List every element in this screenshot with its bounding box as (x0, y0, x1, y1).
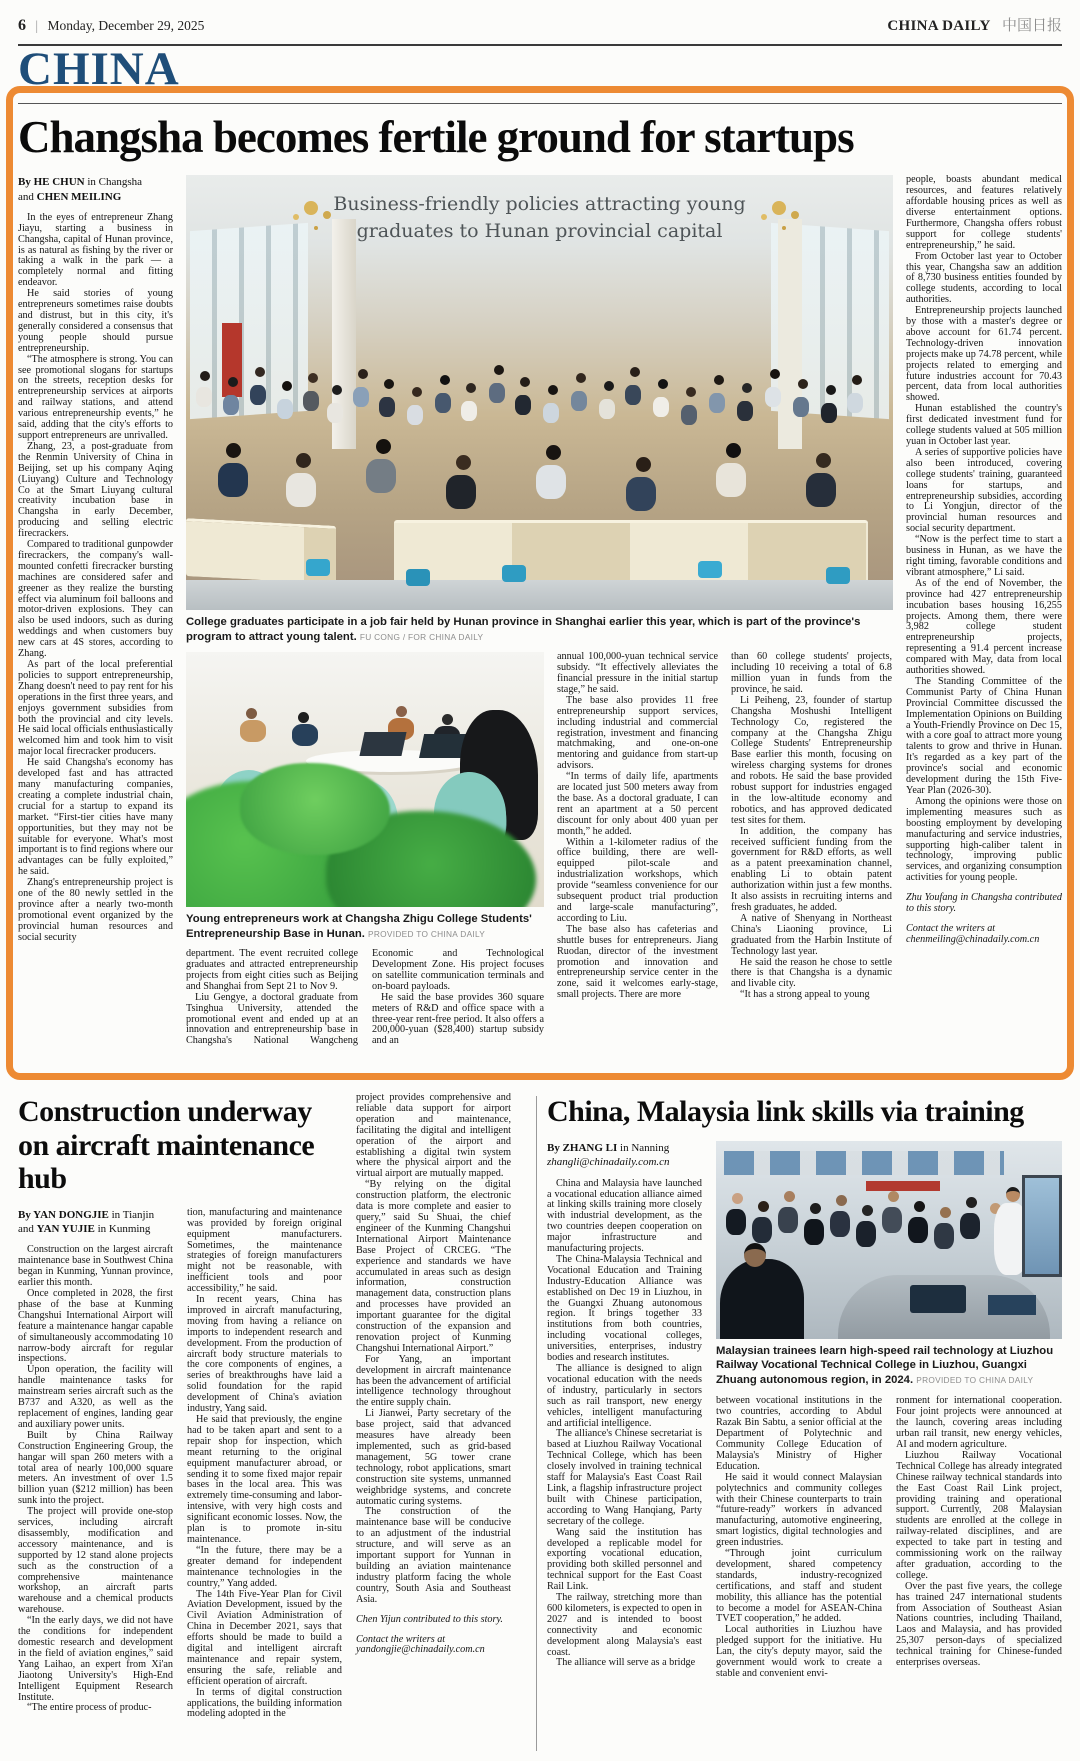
main-headline: Changsha becomes fertile ground for startups (18, 112, 854, 162)
photo2-laptops (359, 732, 406, 756)
byline-author: By ZHANG LI (547, 1142, 618, 1154)
aircraft-column-1 (18, 1208, 173, 1721)
aircraft-col1-text: Construction on the largest aircraft maintenance base in Southwest China began in Kunming, Yunnan province, earlier this month. Once completed in 2028, the first phase of the base at Kunming Changshui International Airport will feature a maintenance hangar capable of simultaneously accommodating 10 narrow-body aircraft for regular inspections. Upon operation, the facility will handle maintenance tasks for mainstream series aircraft such as the B737 and A320, as well as the replacement of engines, landing gear and auxiliary power units. Built by China Railway Construction Engineering Group, the hangar will span 260 meters with a total area of nearly 100,000 square meters. An investment of over 1.5 billion yuan ($212 million) has been sunk into the project. The project will provide one-stop services, including aircraft disassembly, modification and accessory maintenance, and is supported by 12 stand alone projects such as the construction of a comprehensive maintenance workshop, an aircraft parts warehouse and a chemical products warehouse. “In the early days, we did not have the conditions for independent domestic research and development in the field of aviation engines,” said Yang Laihao, an expert from Xi'an Jiaotong University's High-End Intelligent Equipment Research Institute. “The entire process of produc- (18, 1244, 173, 1714)
photo-crowd-torsos (196, 387, 212, 407)
byline-location: in Nanning (617, 1142, 670, 1154)
photo-front-heads (226, 443, 241, 458)
photo-credit: FU CONG / FOR CHINA DAILY (359, 631, 484, 642)
photo3-wall-screens (724, 1151, 1004, 1175)
main-column-5: than 60 college students' projects, including 10 receiving a total of 6.8 million yuan in funds from the province, he said. Li Peiheng, 23, founder of startup Changsha Moshushi Intelligent Technology Co, registered the company at the Changsha Zhigu College Students' Entrepreneurship Base earlier this month, focusing on wireless charging systems for drones and robots. He said the base provided robust support for industries engaged in the low-altitude economy and robotics, and has approved dedicated test sites for them. In addition, the company has received sufficient funding from the government for R&D efforts, as well as a patent preexamination channel, enabling Li to obtain patent authorization within just a few months. It also assists in recruiting interns and fresh graduates, he added. A native of Shenyang in Northeast China's Liaoning province, Li graduated from the Harbin Institute of Technology last year. He said the reason he chose to settle there is that Changsha is a dynamic and livable city. “It has a strong appeal to young (731, 651, 892, 1001)
main-column-6 (906, 175, 1062, 1075)
photo-front-torsos (218, 463, 248, 497)
photo3-instructor-head (1006, 1187, 1020, 1202)
byline-author2: CHEN MEILING (36, 190, 122, 203)
photo-windows-right (771, 223, 889, 419)
photo3-foreground-trainee (720, 1259, 804, 1339)
aircraft-columns (18, 1208, 342, 1721)
masthead: CHINA DAILY (887, 18, 991, 34)
byline-location1: in Changsha (84, 176, 143, 189)
byline-author1: By HE CHUN (18, 176, 85, 189)
photo-blue-stools (306, 559, 330, 576)
malaysia-lower-columns (716, 1396, 1062, 1680)
article-aircraft-hub (18, 1093, 519, 1753)
header-left (18, 17, 204, 35)
section-rule (18, 103, 1062, 104)
contact-label: Contact the writers at (906, 922, 996, 934)
article-malaysia-training (547, 1093, 1062, 1753)
header-separator: | (35, 18, 39, 33)
photo3-foreground-head (744, 1243, 766, 1267)
byline-author1: By YAN DONGJIE (18, 1208, 109, 1221)
contact-note (906, 924, 1062, 946)
rail-training-caption (716, 1344, 1062, 1387)
caption-text: College graduates participate in a job fair held by Hunan province in Shanghai earlier this year, which is part of the province's program to attract young talent. (186, 616, 861, 643)
main-sub-row (186, 652, 893, 1047)
aircraft-byline (18, 1208, 173, 1237)
contact-email: yandongjie@chinadaily.com.cn (356, 1644, 485, 1656)
aircraft-contributor-note: Chen Yijun contributed to this story. (356, 1613, 503, 1625)
photo-credit: PROVIDED TO CHINA DAILY (916, 1374, 1034, 1385)
photo3-trainee-heads (732, 1193, 743, 1204)
contact-label: Contact the writers at (356, 1633, 446, 1645)
main-center-area (186, 175, 893, 1075)
malaysia-headline: China, Malaysia link skills via training (547, 1095, 1024, 1128)
byline-author2: YAN YUJIE (36, 1223, 95, 1236)
photo3-console-screens (910, 1285, 966, 1313)
photo3-side-display (1022, 1175, 1062, 1277)
malaysia-photo-area (716, 1141, 1062, 1680)
bottom-articles (18, 1093, 1062, 1753)
page-number: 6 (18, 17, 26, 34)
masthead-chinese: 中国日报 (1001, 18, 1062, 34)
byline-location2: in Kunming (94, 1223, 151, 1236)
byline-email: zhangli@chinadaily.com.cn (547, 1156, 670, 1169)
aircraft-column-3 (356, 1093, 511, 1753)
malaysia-col1-text: China and Malaysia have launched a vocational education alliance aimed at linking skills training more closely with industrial development, as the two countries deepen cooperation on major infrastructure and manufacturing projects. The China-Malaysia Technical and Vocational Education and Training Industry-Education Alliance was established on Dec 19 in Liuzhou, in the Guangxi Zhuang autonomous region. It brings together 33 institutions from both countries, including vocational colleges, universities, enterprises, industry bodies and research institutes. The alliance is designed to align vocational education with the needs of industry, particularly in sectors such as rail transport, new energy vehicles, intelligent manufacturing and artificial intelligence. The alliance's Chinese secretariat is based at Liuzhou Railway Vocational Technical College, which has been closely involved in training technical staff for Malaysia's East Coast Rail Link, a flagship infrastructure project built with Chinese participation, according to Wang Hanqiang, Party secretary of the college. Wang said the institution has developed a replicable model for exporting vocational education, providing both skilled personnel and technical support for the East Coast Rail Link. The railway, stretching more than 600 kilometers, is expected to open in 2027 and is intended to boost connectivity and economic development along Malaysia's east coast. The alliance will serve as a bridge (547, 1177, 702, 1669)
byline-location1: in Tianjin (108, 1208, 155, 1221)
aircraft-col3-text: project provides comprehensive and reliable data support for airport operation and maintenance, facilitating the digital and intelligent operation of the airport and establishing a digital twin system where the physical airport and the virtual airport are mutually mapped. “By relying on the digital construction platform, the electronic data is more complete and easier to query,” said Su Shuai, the chief engineer of the Kunming Changshui International Airport Maintenance Base Project of CRCEG. “The experience and standards we have accumulated in areas such as design information, construction management data, construction plans and processes have provided an important guarantee for the digital construction of the expansion and renovation project of Kunming Changshui International Airport.” For Yang, an important development in aircraft maintenance has been the advancement of artificial intelligence technology throughout the entire supply chain. Li Jianwei, Party secretary of the base project, said that advanced measures have already been implemented, such as grid-based management, 5G tower crane technology, robot applications, smart construction site systems, unmanned weighbridge systems, and concrete automatic curing systems. The construction of the maintenance base will be conducive to an adjustment of the industrial structure, and will serve as an important support for Yunnan in building an aviation maintenance industry platform facing the whole country, South Asia and Southeast Asia. (356, 1093, 511, 1605)
job-fair-caption (186, 615, 893, 644)
photo-floor (186, 580, 893, 610)
main-column-1 (18, 175, 173, 1075)
article-divider (536, 1096, 537, 1751)
aircraft-article-left (18, 1093, 342, 1753)
photo-pillars (332, 219, 356, 449)
photo-desks (394, 520, 868, 584)
photo2-leaf-3 (240, 763, 390, 855)
photo-overlay-line2: graduates to Hunan provincial capital (356, 219, 723, 242)
header-date: Monday, December 29, 2025 (47, 18, 205, 33)
byline-and: and (18, 1223, 37, 1236)
malaysia-byline (547, 1141, 702, 1170)
caption-text: Young entrepreneurs work at Changsha Zhigu College Students' Entrepreneurship Base in Hunan. (186, 913, 532, 940)
photo3-red-banner (866, 1181, 940, 1191)
caption-text: Malaysian trainees learn high-speed rail technology at Liuzhou Railway Vocational Technical College in Liuzhou, Guangxi Zhuang autonomous region, in 2024. (716, 1345, 1054, 1386)
malaysia-col3-text: ronment for international cooperation. Four joint projects were announced at the launch, covering areas including urban rail transit, new energy vehicles, AI and modern agriculture. Liuzhou Railway Vocational Technical College has already integrated Chinese railway technical standards into the East Coast Rail Link project, providing training and operational support. Currently, 208 Malaysian students are enrolled at the college in railway-related disciplines, and are expected to take part in testing and commissioning work on the railway after graduation, according to the college. Over the past five years, the college has trained 247 international students from Association of Southeast Asian Nations countries, including Thailand, Laos and Malaysia, and has provided 25,307 person-days of specialized technical training for Chinese-funded enterprises overseas. (896, 1395, 1062, 1669)
main-byline (18, 175, 173, 204)
main-col2-3-text: department. The event recruited college graduates and attracted entrepreneurship projects from eight cities such as Beijing and Shanghai from Sept 21 to Nov 9. Liu Gengye, a doctoral graduate from Tsinghua University, attended the promotional event and ended up at an innovation and entrepreneurship base in Changsha's National Wangcheng Economic and Technological Development Zone. His project focuses on satellite communication terminals and on-board payloads. He said the base provides 360 square meters of R&D and office space with a three-year rent-free period. It also offers a 200,000-yuan ($28,400) startup subsidy and an (186, 948, 544, 1047)
photo-credit: PROVIDED TO CHINA DAILY (368, 928, 486, 939)
main-sub-left (186, 652, 544, 1047)
job-fair-photo (186, 175, 893, 610)
entrepreneurs-photo (186, 652, 544, 907)
photo-overlay-line1: Business-friendly policies attracting young (333, 193, 746, 216)
aircraft-contact-note (356, 1635, 511, 1657)
photo-overlay-text (186, 191, 893, 244)
entrepreneurs-caption (186, 912, 544, 941)
article-changsha-startups (18, 108, 1062, 1090)
header-right (887, 14, 1062, 35)
malaysia-col2-text: between vocational institutions in the two countries, according to Abdul Razak Bin Sabtu, a senior official at the Department of Polytechnic and Community College Education of Malaysia's Ministry of Higher Education. He said it would connect Malaysian polytechnics and community colleges with their Chinese counterparts to train “future-ready” workers in advanced manufacturing, automotive engineering, smart logistics, digital technologies and green industries. “Through joint curriculum development, shared competency standards, industry-recognized certifications, and staff and student mobility, this alliance has the potential to become a model for ASEAN-China TVET cooperation,” he added. Local authorities in Liuzhou have pledged support for the initiative. Hu Lan, the city's deputy mayor, said the government would work to create a stable and convenient envi- (716, 1395, 882, 1680)
rail-training-photo (716, 1141, 1062, 1339)
photo-red-banner (222, 323, 242, 397)
main-col6-text: people, boasts abundant medical resources, and features relatively affordable housing prices as well as diverse entertainment options. Furthermore, Changsha offers robust support for college students' entrepreneurship,” he said. From October last year to October this year, Changsha saw an addition of 8,730 business entities founded by college students, according to local authorities. Entrepreneurship projects launched by those with a master's degree or above account for 61.74 percent. Technology-driven innovation projects make up 74.78 percent, while projects related to emerging and future industries account for 70.43 percent, data from local authorities showed. Hunan established the country's first dedicated investment fund for college students valued at 505 million yuan in October last year. A series of supportive policies have also been introduced, covering college students' training, guaranteed loans for startups, and entrepreneurship subsidies, according to Li Yongjun, director of the provincial human resources and social security department. “Now is the perfect time to start a business in Hunan, as we have the right timing, favorable conditions and vibrant atmosphere,” Li said. As of the end of November, the province had 427 entrepreneurship incubation bases housing 16,255 projects. Among them, there were 3,982 college student entrepreneurship projects, representing a 91.4 percent increase compared with May, data from local authorities showed. The Standing Committee of the Communist Party of China Hunan Provincial Committee discussed the Implementation Opinions on Building a Youth-Friendly Province on Dec 15, with a core goal to attract more young talents to grow and thrive in Hunan. It's regarded as a key part of the province's social and economic development during the 15th Five-Year Plan (2026-30). Among the opinions were those on implementing measures such as boosting employment by developing manufacturing and service industries, supporting high-caliber talent in technology, improving public services, and organizing consumption activities for young people. (906, 175, 1062, 884)
main-column-4: annual 100,000-yuan technical service subsidy. “It effectively alleviates the financial pressure in the initial startup stage,” he said. The base also provides 11 free entrepreneurship support services, including industrial and commercial registration, investment and financing matchmaking, and one-on-one mentoring and guidance from start-up advisors. “In terms of daily life, apartments are located just 500 meters away from the base. As a doctoral graduate, I can rent an apartment at a 50 percent discount for only about 400 yuan per month,” he added. Within a 1-kilometer radius of the office building, there are well-equipped pilot-scale and industrialization workshops, which provide “seamless convenience for our subsequent product trial production and large-scale manufacturing”, according to Liu. The base also has cafeterias and shuttle buses for entrepreneurs. Jiang Ruodan, director of the investment promotion and innovation and entrepreneurship service center in the zone, said it welcomes early-stage, small projects. There are more (557, 651, 718, 1001)
section-title: CHINA (18, 43, 180, 95)
aircraft-column-2: tion, manufacturing and maintenance was provided by foreign original equipment manufacturers. Sometimes, the maintenance strategies of foreign manufacturers might not be reasonable, with inefficient tools and poor accessibility,” he said. In recent years, China has improved in aircraft manufacturing, moving from having a reliance on imports to independent research and development. From the production of aircraft body structure materials to the core components of engines, a series of breakthroughs have laid a solid foundation for the rapid development of China's aviation industry, Yang said. He said that previously, the engine had to be taken apart and sent to a repair shop for inspection, which meant returning to the original equipment manufacturer abroad, or sending it to some fixed major repair bases in the local area. This was extremely time-consuming and labor-intensive, with very high costs and significant economic losses. Now, the plan is to promote in-situ maintenance. “In the future, there may be a greater demand for independent maintenance technologies in the country,” Yang added. The 14th Five-Year Plan for Civil Aviation Development, issued by the Civil Aviation Administration of China in December 2021, says that efforts should be made to build a digital and intelligent aircraft maintenance and repair system, ensuring the safe, reliable and efficient operation of aircraft. In terms of digital construction applications, the building information modeling adopted in the (187, 1206, 342, 1720)
main-col1-text: In the eyes of entrepreneur Zhang Jiayu, starting a business in Changsha, capital of Hunan province, is as natural as fishing by the river or taking a walk in the park — a completely normal and fitting endeavor. He said stories of young entrepreneurs sometimes raise doubts and distrust, but in this city, it's generally considered a consensus that young people should pursue entrepreneurship. “The atmosphere is strong. You can see promotional slogans for startups on the streets, reception desks for entrepreneurship services at airports and railway stations, and attend various entrepreneurship events,” he said, adding that the city's efforts to support entrepreneurs are unrivalled. Zhang, 23, a post-graduate from the Renmin University of China in Beijing, set up his company Aqing (Liuyang) Culture and Technology Co at the Smart Liuyang cultural creativity incubation base in Changsha in early December, producing and selling electric firecrackers. Compared to traditional gunpowder firecrackers, the company's wall-mounted confetti firecracker bursting machines are considered safer and greener as they realize the bursting effect via aluminum foil balloons and motor-driven explosions. They can also be used indoors, such as during weddings and when customers buy new cars at 4S stores, according to Zhang. As part of the local preferential policies to support entrepreneurship, Zhang doesn't need to pay rent for his operations in the first three years, and enjoys government subsidies from both the provincial and city levels. He said local officials enthusiastically welcomed him and took him to visit major local firecracker producers. He said Changsha's economy has developed fast and has attracted many manufacturing companies, creating a complete industrial chain, crucial for a startup to expand its market. “First-tier cities have many opportunities, but they may not be suitable for everyone. What's most important is to find regions where our advantages can be fully exploited,” he said. Zhang's entrepreneurship project is one of the 80 newly settled in the province after a nearly two-month promotional event organized by the provincial human resources and social security (18, 211, 173, 943)
photo3-trainee-suits (726, 1209, 746, 1235)
byline-and: and (18, 190, 37, 203)
photo2-people-torsos (240, 720, 266, 742)
aircraft-headline: Construction underway on aircraft maintenance hub (18, 1095, 315, 1196)
malaysia-columns (547, 1141, 1062, 1680)
main-article-columns (18, 175, 1062, 1075)
photo2-people-heads (246, 708, 257, 719)
contact-email: chenmeiling@chinadaily.com.cn (906, 933, 1040, 945)
page-header (18, 14, 1062, 35)
malaysia-column-1 (547, 1141, 702, 1680)
contributor-note: Zhu Youfang in Changsha contributed to this story. (906, 892, 1062, 915)
